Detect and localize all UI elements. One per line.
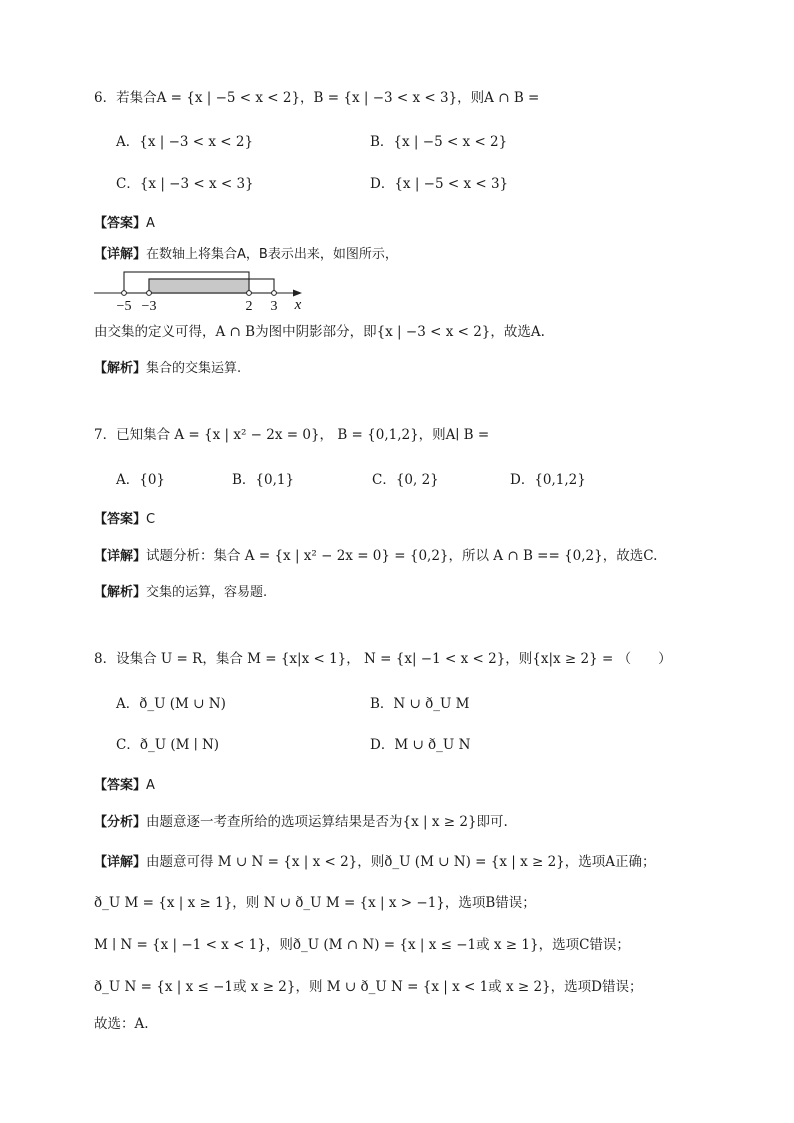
- q8-option-a: A．ð_U (M ∪ N): [116, 696, 226, 712]
- q7-detail-line: 【详解】试题分析：集合 A = {x | x² − 2x = 0} = {0,2}，所以 A ∩ B == {0,2}，故选C.: [94, 548, 658, 564]
- q6-option-a: A．{x | −3 < x < 2}: [116, 134, 254, 150]
- q8-answer: A: [146, 778, 155, 793]
- q6-analysis-line: 【解析】集合的交集运算.: [94, 361, 242, 376]
- answer-tag: 【答案】: [94, 216, 147, 231]
- intersection-shade: [149, 279, 249, 293]
- q6-stem: 6．若集合A = {x | −5 < x < 2}，B = {x | −3 < x < 3}，则A ∩ B =: [94, 90, 540, 106]
- q8-fenxi-line: 【分析】由题意逐一考查所给的选项运算结果是否为{x | x ≥ 2}即可.: [94, 814, 508, 830]
- q8-conclusion: 故选：A.: [94, 1016, 149, 1032]
- tick-label: 3: [270, 299, 278, 314]
- q6-option-c: C．{x | −3 < x < 3}: [116, 176, 254, 192]
- q7-option-a: A．{0}: [116, 472, 166, 488]
- q8-detail-line-3: M ∣ N = {x | −1 < x < 1}，则ð_U (M ∩ N) = {x | x ≤ −1或 x ≥ 1}，选项C错误；: [94, 937, 630, 953]
- axis-arrow-icon: [293, 290, 302, 297]
- q8-detail-line-2: ð_U M = {x | x ≥ 1}，则 N ∪ ð_U M = {x | x > −1}，选项B错误；: [94, 895, 536, 911]
- q6-detail-line-2: 由交集的定义可得，A ∩ B为图中阴影部分，即{x | −3 < x < 2}，故选A.: [94, 324, 545, 340]
- axis-label: x: [294, 297, 302, 313]
- q6-answer-line: [94, 213, 155, 234]
- q6-option-b: B．{x | −5 < x < 2}: [370, 134, 508, 150]
- q7-option-c: C．{0, 2}: [372, 472, 439, 488]
- tick-label: −5: [116, 299, 132, 314]
- analysis-tag: 【解析】: [94, 361, 147, 376]
- point-2: [247, 291, 252, 296]
- detail-tag: 【详解】: [94, 247, 147, 262]
- tick-label: 2: [245, 299, 253, 314]
- q8-option-d: D．M ∪ ð_U N: [370, 737, 471, 753]
- q7-analysis-line: 【解析】交集的运算，容易题.: [94, 585, 268, 600]
- q6-option-d: D．{x | −5 < x < 3}: [370, 176, 509, 192]
- q8-detail-line-4: ð_U N = {x | x ≤ −1或 x ≥ 2}，则 M ∪ ð_U N = {x | x < 1或 x ≥ 2}，选项D错误；: [94, 979, 643, 995]
- q8-answer-line: 【答案】A: [94, 778, 155, 793]
- tick-label: −3: [141, 299, 157, 314]
- q7-option-d: D．{0,1,2}: [510, 472, 586, 488]
- point-3: [272, 291, 277, 296]
- point-neg5: [122, 291, 127, 296]
- q6-answer: A: [146, 216, 155, 231]
- point-neg3: [147, 291, 152, 296]
- q6-detail-line-1: 【详解】在数轴上将集合A，B表示出来，如图所示，: [94, 247, 398, 262]
- q7-option-b: B．{0,1}: [232, 472, 295, 488]
- q8-option-b: B．N ∪ ð_U M: [370, 696, 470, 712]
- q6-number-line-figure: [90, 266, 320, 316]
- q7-answer-line: 【答案】C: [94, 512, 156, 527]
- q8-stem: 8．设集合 U = R，集合 M = {x|x < 1}， N = {x| −1 < x < 2}，则{x|x ≥ 2} = （ ）: [94, 651, 672, 667]
- q8-detail-line-1: 【详解】由题意可得 M ∪ N = {x | x < 2}，则ð_U (M ∪ N) = {x | x ≥ 2}，选项A正确；: [94, 854, 656, 870]
- q7-stem: 7．已知集合 A = {x | x² − 2x = 0}， B = {0,1,2}，则A∣ B =: [94, 427, 490, 443]
- q7-answer: C: [146, 512, 156, 527]
- q8-option-c: C．ð_U (M ∣ N): [116, 737, 220, 753]
- fenxi-tag: 【分析】: [94, 815, 147, 830]
